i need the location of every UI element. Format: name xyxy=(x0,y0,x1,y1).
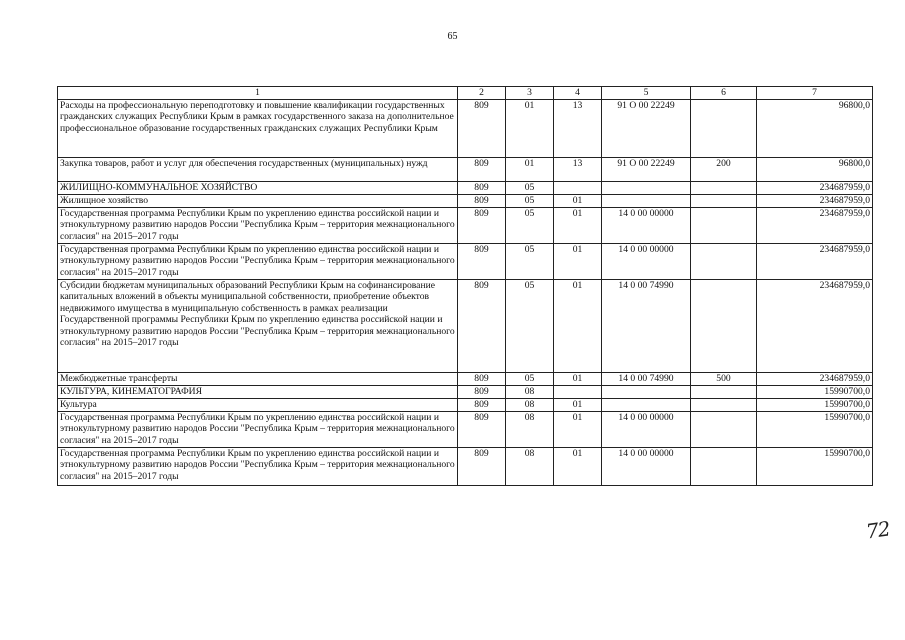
cell-subsection: 01 xyxy=(554,373,602,386)
cell-section: 05 xyxy=(506,195,554,208)
cell-amount: 234687959,0 xyxy=(757,244,873,280)
column-header: 7 xyxy=(757,87,873,100)
cell-amount: 234687959,0 xyxy=(757,182,873,195)
cell-target xyxy=(602,195,691,208)
column-header: 4 xyxy=(554,87,602,100)
row-name: Государственная программа Республики Крым по укреплению единства российской нации и этнокультурному развитию народов России "Республика Крым – территория межнационального согласия" на 2015–2017 годы xyxy=(58,208,458,244)
column-header: 5 xyxy=(602,87,691,100)
cell-code: 809 xyxy=(458,244,506,280)
table-row xyxy=(58,158,873,182)
cell-subsection: 01 xyxy=(554,280,602,373)
budget-table xyxy=(57,86,873,486)
cell-expense-type xyxy=(691,244,757,280)
cell-code: 809 xyxy=(458,373,506,386)
cell-code: 809 xyxy=(458,208,506,244)
cell-target: 14 0 00 00000 xyxy=(602,412,691,448)
cell-target xyxy=(602,399,691,412)
cell-code: 809 xyxy=(458,386,506,399)
cell-code: 809 xyxy=(458,100,506,158)
cell-subsection: 01 xyxy=(554,208,602,244)
cell-amount: 15990700,0 xyxy=(757,399,873,412)
column-header: 2 xyxy=(458,87,506,100)
cell-section: 08 xyxy=(506,448,554,486)
cell-target: 14 0 00 74990 xyxy=(602,280,691,373)
cell-section: 05 xyxy=(506,182,554,195)
table-row xyxy=(58,195,873,208)
table-row xyxy=(58,244,873,280)
table-row xyxy=(58,373,873,386)
cell-subsection: 01 xyxy=(554,399,602,412)
row-name: Жилищное хозяйство xyxy=(58,195,458,208)
row-name: Расходы на профессиональную переподготовку и повышение квалификации государственных гражданских служащих Республики Крым в рамках государственного заказа на дополнительное профессиональное образование государственных гражданских служащих Республики Крым xyxy=(58,100,458,158)
table-row xyxy=(58,280,873,373)
cell-expense-type xyxy=(691,399,757,412)
cell-subsection: 13 xyxy=(554,100,602,158)
cell-expense-type xyxy=(691,100,757,158)
table-row xyxy=(58,182,873,195)
cell-code: 809 xyxy=(458,412,506,448)
table-row xyxy=(58,399,873,412)
column-header: 3 xyxy=(506,87,554,100)
cell-expense-type xyxy=(691,412,757,448)
cell-expense-type xyxy=(691,182,757,195)
cell-amount: 234687959,0 xyxy=(757,280,873,373)
table-header-row xyxy=(58,87,873,100)
cell-amount: 96800,0 xyxy=(757,100,873,158)
cell-target: 14 0 00 00000 xyxy=(602,208,691,244)
row-name: ЖИЛИЩНО-КОММУНАЛЬНОЕ ХОЗЯЙСТВО xyxy=(58,182,458,195)
cell-target: 14 0 00 00000 xyxy=(602,244,691,280)
cell-section: 01 xyxy=(506,158,554,182)
cell-section: 01 xyxy=(506,100,554,158)
cell-section: 05 xyxy=(506,244,554,280)
cell-amount: 15990700,0 xyxy=(757,412,873,448)
table-row xyxy=(58,448,873,486)
cell-target xyxy=(602,386,691,399)
cell-section: 05 xyxy=(506,373,554,386)
cell-target: 14 0 00 74990 xyxy=(602,373,691,386)
cell-subsection: 13 xyxy=(554,158,602,182)
cell-section: 08 xyxy=(506,386,554,399)
cell-section: 08 xyxy=(506,412,554,448)
row-name: КУЛЬТУРА, КИНЕМАТОГРАФИЯ xyxy=(58,386,458,399)
cell-subsection: 01 xyxy=(554,195,602,208)
row-name: Государственная программа Республики Крым по укреплению единства российской нации и этнокультурному развитию народов России "Республика Крым – территория межнационального согласия" на 2015–2017 годы xyxy=(58,412,458,448)
cell-section: 05 xyxy=(506,280,554,373)
cell-code: 809 xyxy=(458,280,506,373)
cell-subsection: 01 xyxy=(554,448,602,486)
cell-target: 91 О 00 22249 xyxy=(602,100,691,158)
cell-amount: 15990700,0 xyxy=(757,448,873,486)
cell-subsection: 01 xyxy=(554,412,602,448)
cell-expense-type xyxy=(691,386,757,399)
cell-expense-type: 500 xyxy=(691,373,757,386)
handwritten-page-mark: 72 xyxy=(864,516,892,544)
page-number: 65 xyxy=(447,31,458,42)
cell-subsection xyxy=(554,386,602,399)
row-name: Культура xyxy=(58,399,458,412)
cell-amount: 234687959,0 xyxy=(757,208,873,244)
cell-code: 809 xyxy=(458,195,506,208)
cell-section: 05 xyxy=(506,208,554,244)
table-row xyxy=(58,412,873,448)
cell-section: 08 xyxy=(506,399,554,412)
row-name: Субсидии бюджетам муниципальных образований Республики Крым на софинансирование капитальных вложений в объекты муниципальной собственности, приобретение объектов недвижимого имущества в муниципальную собственность в рамках реализации Государственной программы Республики Крым по укреплению единства российской нации и этнокультурному развитию народов России "Республика Крым – территория межнационального согласия" на 2015–2017 годы xyxy=(58,280,458,373)
column-header: 6 xyxy=(691,87,757,100)
table-row xyxy=(58,208,873,244)
cell-amount: 234687959,0 xyxy=(757,195,873,208)
cell-subsection xyxy=(554,182,602,195)
cell-expense-type xyxy=(691,280,757,373)
cell-amount: 15990700,0 xyxy=(757,386,873,399)
row-name: Межбюджетные трансферты xyxy=(58,373,458,386)
cell-code: 809 xyxy=(458,158,506,182)
cell-amount: 96800,0 xyxy=(757,158,873,182)
cell-expense-type xyxy=(691,208,757,244)
cell-subsection: 01 xyxy=(554,244,602,280)
cell-expense-type xyxy=(691,448,757,486)
cell-expense-type: 200 xyxy=(691,158,757,182)
cell-code: 809 xyxy=(458,399,506,412)
cell-target xyxy=(602,182,691,195)
table-row xyxy=(58,100,873,158)
cell-amount: 234687959,0 xyxy=(757,373,873,386)
row-name: Государственная программа Республики Крым по укреплению единства российской нации и этнокультурному развитию народов России "Республика Крым – территория межнационального согласия" на 2015–2017 годы xyxy=(58,244,458,280)
cell-expense-type xyxy=(691,195,757,208)
row-name: Государственная программа Республики Крым по укреплению единства российской нации и этнокультурному развитию народов России "Республика Крым – территория межнационального согласия" на 2015–2017 годы xyxy=(58,448,458,486)
cell-code: 809 xyxy=(458,182,506,195)
cell-target: 91 О 00 22249 xyxy=(602,158,691,182)
column-header: 1 xyxy=(58,87,458,100)
row-name: Закупка товаров, работ и услуг для обеспечения государственных (муниципальных) нужд xyxy=(58,158,458,182)
cell-code: 809 xyxy=(458,448,506,486)
table-row xyxy=(58,386,873,399)
cell-target: 14 0 00 00000 xyxy=(602,448,691,486)
